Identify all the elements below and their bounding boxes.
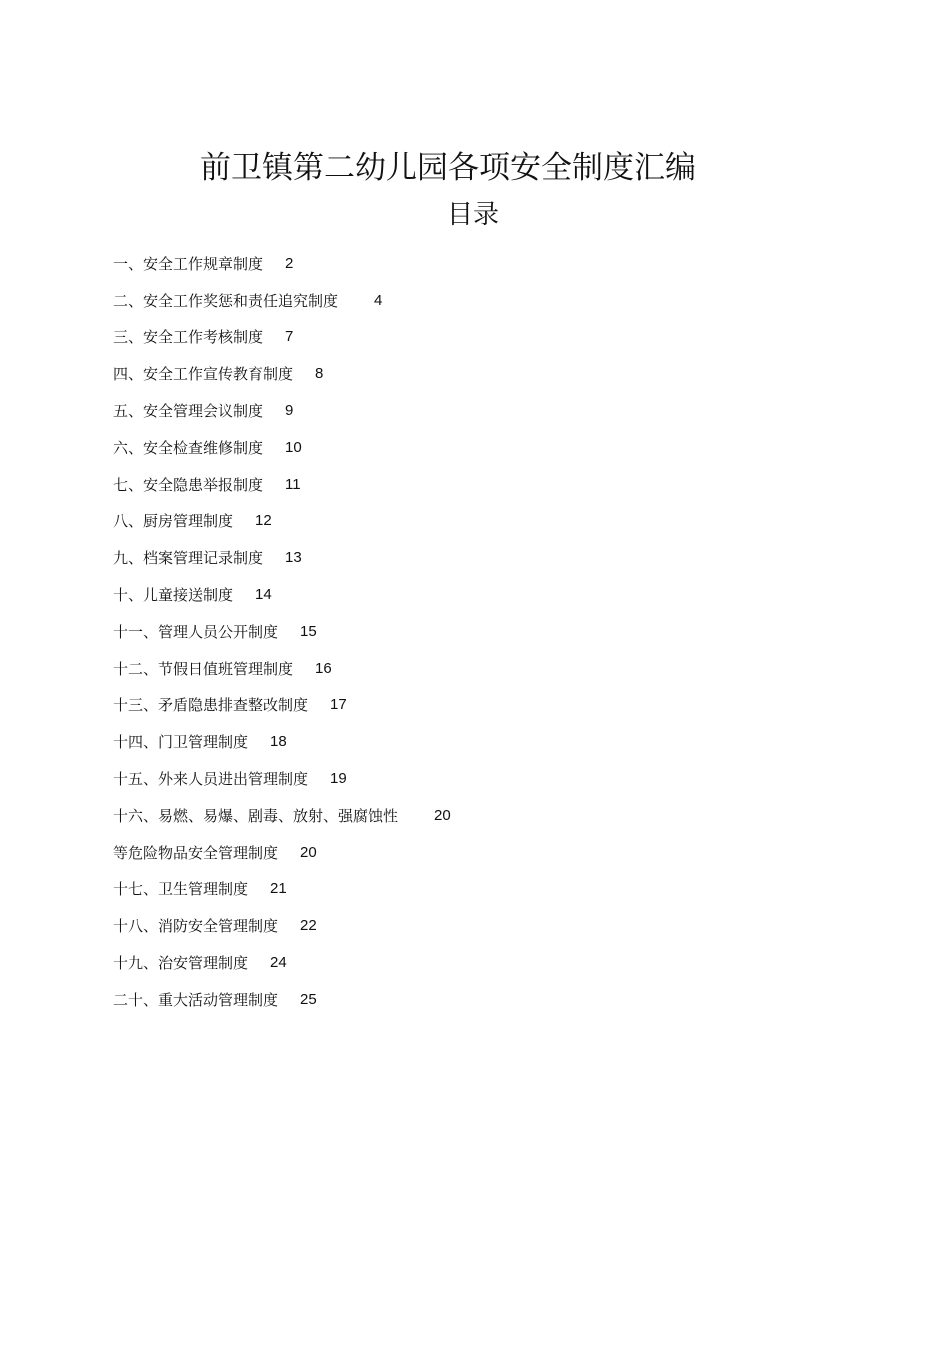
toc-entry-label: 十九、治安管理制度 [113, 954, 249, 973]
toc-entry [113, 650, 813, 687]
toc-entry-page: 4 [374, 291, 383, 309]
toc-entry [113, 981, 813, 1018]
toc-entry-page: 12 [255, 512, 272, 530]
toc-entry-page: 22 [300, 917, 317, 935]
toc-entry [113, 392, 813, 429]
toc-entry-label: 十二、节假日值班管理制度 [113, 659, 294, 678]
toc-entry-label: 三、安全工作考核制度 [113, 328, 264, 347]
toc-entry [113, 613, 813, 650]
toc-entry-page: 15 [300, 622, 317, 640]
toc-entry [113, 797, 813, 834]
toc-entry-label: 十三、矛盾隐患排查整改制度 [113, 696, 309, 715]
toc-entry-page: 7 [285, 328, 294, 346]
toc-entry [113, 687, 813, 724]
toc-entry-page: 25 [300, 990, 317, 1008]
toc-entry-label: 九、档案管理记录制度 [113, 549, 264, 568]
toc-entry-page: 18 [270, 733, 287, 751]
toc-entry [113, 576, 813, 613]
toc-entry-label: 十四、门卫管理制度 [113, 733, 249, 752]
toc-entry-page: 14 [255, 586, 272, 604]
toc-entry [113, 723, 813, 760]
toc-entry-page: 16 [315, 659, 332, 677]
toc-entry-page: 13 [285, 549, 302, 567]
toc-entry-label: 四、安全工作宣传教育制度 [113, 365, 294, 384]
toc-entry [113, 466, 813, 503]
toc-entry-label: 十五、外来人员进出管理制度 [113, 770, 309, 789]
toc-entry-label: 十八、消防安全管理制度 [113, 917, 279, 936]
toc-entry [113, 871, 813, 908]
toc-entry-label: 二、安全工作奖惩和责任追究制度 [113, 291, 339, 310]
toc-entry-page: 24 [270, 954, 287, 972]
toc-entry [113, 245, 813, 282]
toc-entry-page: 19 [330, 770, 347, 788]
table-of-contents [113, 245, 813, 1018]
toc-entry-label: 一、安全工作规章制度 [113, 254, 264, 273]
toc-entry-label: 八、厨房管理制度 [113, 512, 234, 531]
toc-entry-label: 十一、管理人员公开制度 [113, 622, 279, 641]
toc-entry-label: 六、安全检查维修制度 [113, 438, 264, 457]
toc-entry-page: 10 [285, 438, 302, 456]
toc-entry [113, 907, 813, 944]
toc-entry [113, 319, 813, 356]
toc-entry [113, 944, 813, 981]
toc-entry-page: 21 [270, 880, 287, 898]
toc-entry-page: 20 [434, 806, 451, 824]
toc-entry-page: 11 [285, 475, 301, 493]
toc-entry-label: 五、安全管理会议制度 [113, 402, 264, 421]
toc-entry-label: 七、安全隐患举报制度 [113, 475, 264, 494]
toc-entry-page: 9 [285, 402, 294, 420]
toc-heading: 目录 [446, 200, 499, 230]
toc-entry [113, 282, 813, 319]
toc-entry-label: 二十、重大活动管理制度 [113, 990, 279, 1009]
toc-entry [113, 355, 813, 392]
toc-entry [113, 539, 813, 576]
toc-entry-page: 2 [285, 254, 294, 272]
toc-entry [113, 429, 813, 466]
toc-entry-page: 8 [315, 365, 324, 383]
toc-entry [113, 760, 813, 797]
toc-entry-page: 17 [330, 696, 347, 714]
toc-entry-label: 十七、卫生管理制度 [113, 880, 249, 899]
document-title: 前卫镇第二幼儿园各项安全制度汇编 [200, 150, 696, 186]
toc-entry-label: 十、儿童接送制度 [113, 586, 234, 605]
toc-entry-label: 十六、易燃、易爆、剧毒、放射、强腐蚀性 [113, 806, 399, 825]
toc-entry [113, 834, 813, 871]
toc-entry-page: 20 [300, 843, 317, 861]
toc-entry [113, 503, 813, 540]
toc-entry-label: 等危险物品安全管理制度 [113, 843, 279, 862]
